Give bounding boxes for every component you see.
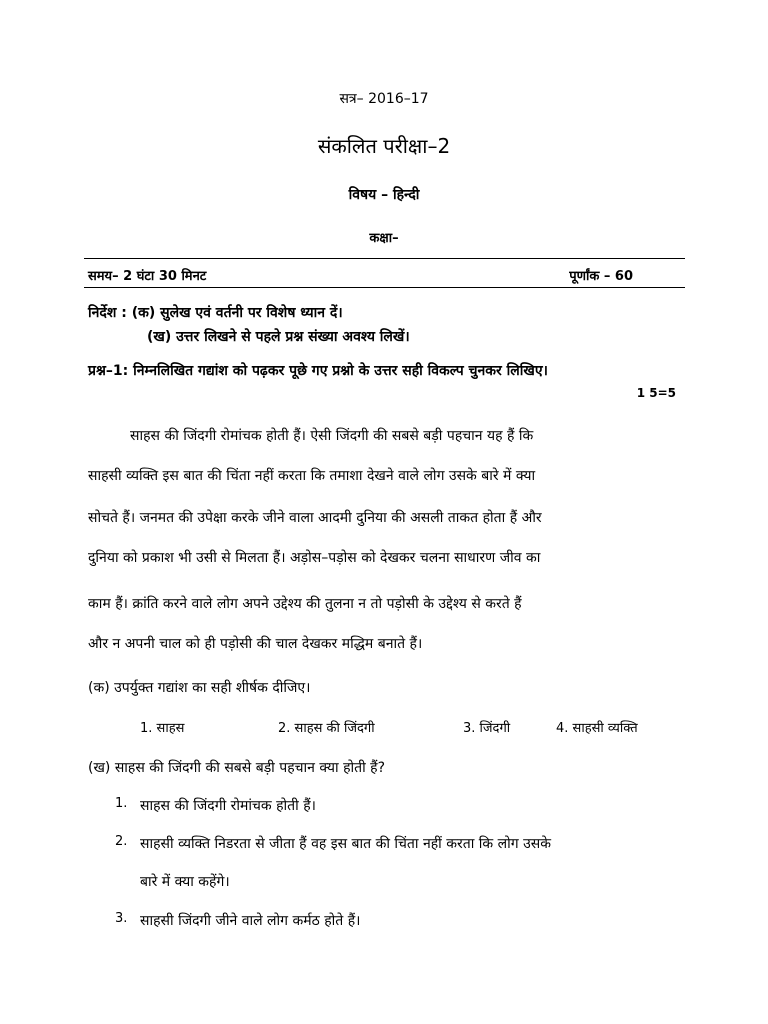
option-a-2: 2. साहस की जिंदगी bbox=[278, 721, 375, 736]
class-line: कक्षा– bbox=[369, 231, 399, 246]
sub-question-a: (क) उपर्युक्त गद्यांश का सही शीर्षक दीजिए। bbox=[88, 680, 311, 696]
option-a-4: 4. साहसी व्यक्ति bbox=[556, 721, 638, 736]
top-divider bbox=[84, 258, 685, 259]
bottom-divider bbox=[84, 287, 685, 288]
option-a-3: 3. जिंदगी bbox=[463, 721, 511, 736]
question-1-marks: 1 5=5 bbox=[636, 386, 676, 400]
option-b-3: साहसी जिंदगी जीने वाले लोग कर्मठ होते हैं। bbox=[140, 913, 361, 929]
passage-line: साहस की जिंदगी रोमांचक होती हैं। ऐसी जिंदगी की सबसे बड़ी पहचान यह हैं कि bbox=[130, 428, 534, 444]
sub-question-b: (ख) साहस की जिंदगी की सबसे बड़ी पहचान क्या होती हैं? bbox=[88, 760, 386, 776]
option-b-3-number: 3. bbox=[115, 911, 128, 926]
option-a-1: 1. साहस bbox=[140, 721, 185, 736]
full-marks: पूर्णांक – 60 bbox=[569, 269, 633, 284]
instruction-b: (ख) उत्तर लिखने से पहले प्रश्न संख्या अवश्य लिखें। bbox=[147, 329, 410, 345]
option-b-2: साहसी व्यक्ति निडरता से जीता हैं वह इस बात की चिंता नहीं करता कि लोग उसके bbox=[140, 836, 551, 852]
instruction-a: निर्देश : (क) सुलेख एवं वर्तनी पर विशेष ध्यान दें। bbox=[88, 305, 343, 321]
session-line: सत्र– 2016–17 bbox=[339, 91, 429, 107]
exam-title: संकलित परीक्षा–2 bbox=[317, 134, 451, 158]
passage-line: दुनिया को प्रकाश भी उसी से मिलता हैं। अड़ोस–पड़ोस को देखकर चलना साधारण जीव का bbox=[88, 550, 541, 566]
passage-line: साहसी व्यक्ति इस बात की चिंता नहीं करता कि तमाशा देखने वाले लोग उसके बारे में क्या bbox=[88, 468, 536, 484]
option-b-2-continued: बारे में क्या कहेंगे। bbox=[140, 874, 230, 890]
option-b-1-number: 1. bbox=[115, 796, 128, 811]
passage-line: और न अपनी चाल को ही पड़ोसी की चाल देखकर मद्धिम बनाते हैं। bbox=[88, 636, 423, 652]
time-allowed: समय– 2 घंटा 30 मिनट bbox=[88, 269, 207, 284]
passage-line: काम हैं। क्रांति करने वाले लोग अपने उद्देश्य की तुलना न तो पड़ोसी के उद्देश्य से करते हैं bbox=[88, 596, 522, 612]
option-b-2-number: 2. bbox=[115, 834, 128, 849]
passage-line: सोचते हैं। जनमत की उपेक्षा करके जीने वाला आदमी दुनिया की असली ताकत होता हैं और bbox=[88, 510, 542, 526]
subject-line: विषय – हिन्दी bbox=[348, 187, 420, 203]
option-b-1: साहस की जिंदगी रोमांचक होती हैं। bbox=[140, 798, 316, 814]
question-1-heading: प्रश्न–1: निम्नलिखित गद्यांश को पढ़कर पूछे गए प्रश्नो के उत्तर सही विकल्प चुनकर लिखिए। bbox=[88, 363, 548, 379]
